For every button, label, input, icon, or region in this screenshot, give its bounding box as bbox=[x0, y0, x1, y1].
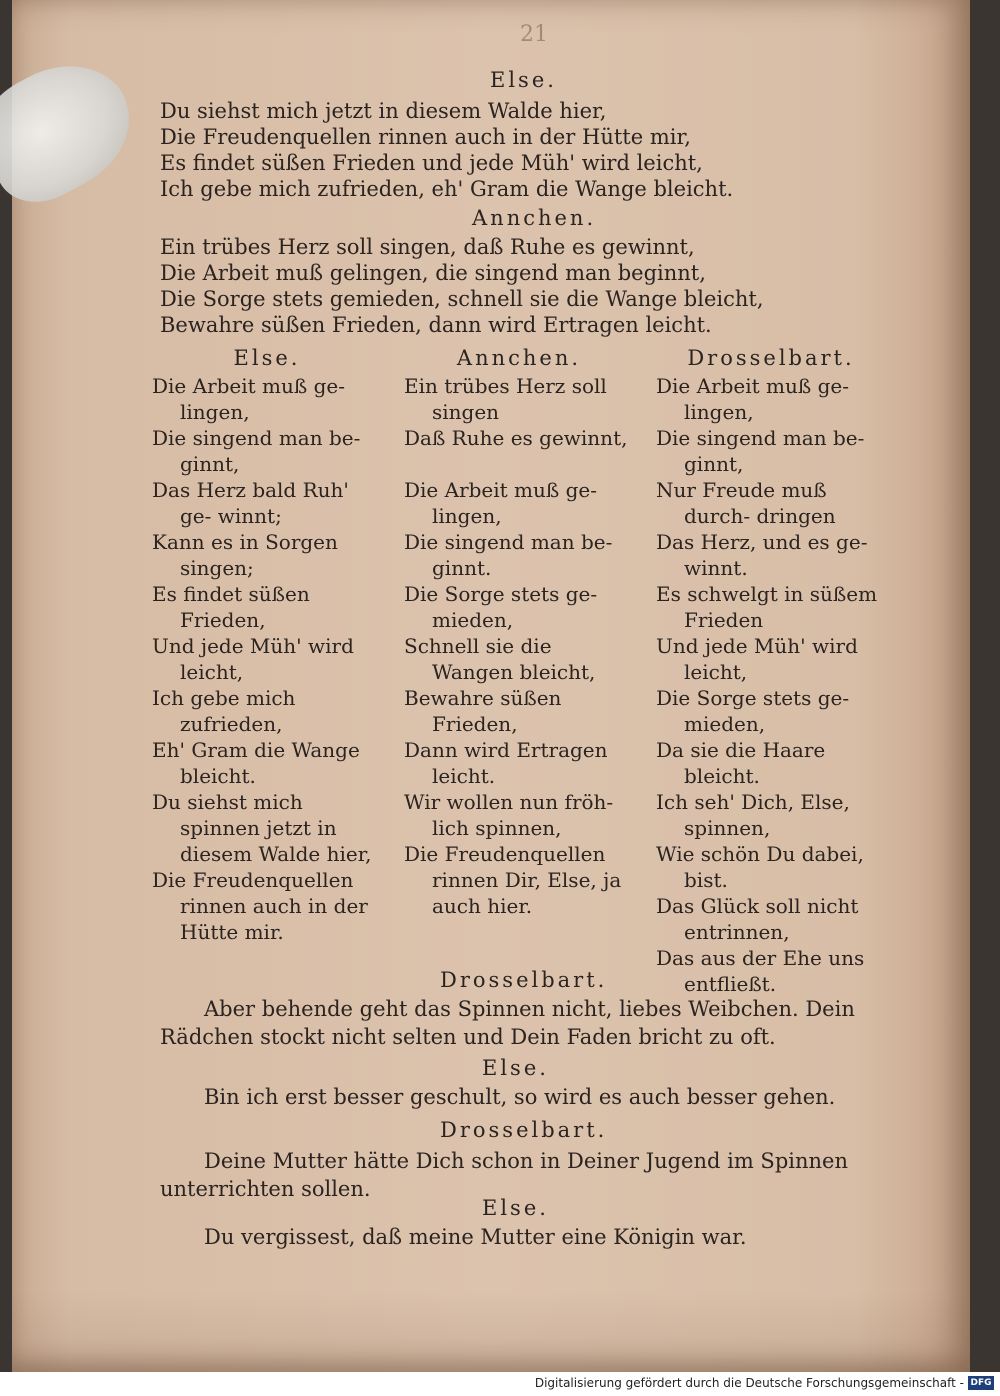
dfg-logo: DFG bbox=[968, 1376, 994, 1390]
verse-item: Ich gebe mich zufrieden, bbox=[152, 686, 296, 736]
verse-item: Die singend man be- ginnt, bbox=[152, 426, 361, 476]
footer-bar bbox=[0, 1372, 1000, 1396]
funding-notice: Digitalisierung gefördert durch die Deutsche Forschungsgemeinschaft - bbox=[534, 1376, 964, 1390]
verse-item: Die Sorge stets ge- mieden, bbox=[656, 686, 850, 736]
dialogue-line: Du vergissest, daß meine Mutter eine Königin war. bbox=[204, 1225, 747, 1249]
verse-item: Die Arbeit muß ge- lingen, bbox=[404, 478, 598, 528]
verse-line: Die Sorge stets gemieden, schnell sie die Wange bleicht, bbox=[160, 287, 764, 311]
page-number: 21 bbox=[520, 22, 548, 47]
dialogue-line: unterrichten sollen. bbox=[160, 1177, 371, 1201]
verse-item: Das aus der Ehe uns entfließt. bbox=[656, 946, 865, 996]
book-page bbox=[12, 0, 970, 1372]
verse-item: Die singend man be- ginnt, bbox=[656, 426, 865, 476]
verse-item: Die singend man be- ginnt. bbox=[404, 530, 613, 580]
verse-item: Wir wollen nun fröh- lich spinnen, bbox=[404, 790, 614, 840]
verse-line: Die Freudenquellen rinnen auch in der Hütte mir, bbox=[160, 125, 691, 149]
verse-item: Ein trübes Herz soll singen bbox=[404, 374, 607, 424]
dialogue-line: Deine Mutter hätte Dich schon in Deiner Jugend im Spinnen bbox=[204, 1149, 848, 1173]
verse-item: Da sie die Haare bleicht. bbox=[656, 738, 826, 788]
speaker-heading: Annchen. bbox=[456, 346, 582, 370]
verse-item: Das Herz bald Ruh' ge- winnt; bbox=[152, 478, 349, 528]
speaker-heading: Else. bbox=[482, 1196, 549, 1220]
verse-item: Bewahre süßen Frieden, bbox=[404, 686, 562, 736]
verse-item: Nur Freude muß durch- dringen bbox=[656, 478, 836, 528]
verse-item: Ich seh' Dich, Else, spinnen, bbox=[656, 790, 850, 840]
dialogue-line: Rädchen stockt nicht selten und Dein Faden bricht zu oft. bbox=[160, 1025, 776, 1049]
verse-item: Kann es in Sorgen singen; bbox=[152, 530, 338, 580]
verse-item: Die Arbeit muß ge- lingen, bbox=[656, 374, 850, 424]
verse-item: Das Glück soll nicht entrinnen, bbox=[656, 894, 859, 944]
column-drosselbart bbox=[656, 345, 886, 997]
dialogue-line: Aber behende geht das Spinnen nicht, liebes Weibchen. Dein bbox=[204, 997, 855, 1021]
verse-item: Schnell sie die Wangen bleicht, bbox=[404, 634, 596, 684]
speaker-heading: Drosselbart. bbox=[440, 968, 608, 992]
verse-line: Du siehst mich jetzt in diesem Walde hier, bbox=[160, 99, 607, 123]
verse-item: Und jede Müh' wird leicht, bbox=[152, 634, 354, 684]
speaker-heading: Drosselbart. bbox=[687, 346, 855, 370]
verse-item: Daß Ruhe es gewinnt, bbox=[404, 426, 628, 450]
column-annchen bbox=[404, 345, 634, 919]
verse-line: Die Arbeit muß gelingen, die singend man beginnt, bbox=[160, 261, 706, 285]
verse-item: Wie schön Du dabei, bist. bbox=[656, 842, 864, 892]
speaker-heading: Annchen. bbox=[472, 206, 597, 230]
verse-item: Und jede Müh' wird leicht, bbox=[656, 634, 858, 684]
verse-line: Es findet süßen Frieden und jede Müh' wird leicht, bbox=[160, 151, 703, 175]
speaker-heading: Drosselbart. bbox=[440, 1118, 608, 1142]
verse-item: Es findet süßen Frieden, bbox=[152, 582, 310, 632]
verse-item: Es schwelgt in süßem Frieden bbox=[656, 582, 878, 632]
speaker-heading: Else. bbox=[233, 346, 301, 370]
verse-line: Bewahre süßen Frieden, dann wird Ertragen leicht. bbox=[160, 313, 712, 337]
verse-item: Die Freudenquellen rinnen auch in der Hütte mir. bbox=[152, 868, 368, 944]
verse-item: Die Sorge stets ge- mieden, bbox=[404, 582, 598, 632]
verse-item: Die Arbeit muß ge- lingen, bbox=[152, 374, 346, 424]
column-else bbox=[152, 345, 382, 945]
speaker-heading: Else. bbox=[490, 68, 557, 92]
verse-item: Die Freudenquellen rinnen Dir, Else, ja auch hier. bbox=[404, 842, 622, 918]
verse-item: Das Herz, und es ge- winnt. bbox=[656, 530, 868, 580]
dialogue-line: Bin ich erst besser geschult, so wird es auch besser gehen. bbox=[204, 1085, 836, 1109]
verse-item: Du siehst mich spinnen jetzt in diesem Walde hier, bbox=[152, 790, 372, 866]
verse-item: Dann wird Ertragen leicht. bbox=[404, 738, 608, 788]
speaker-heading: Else. bbox=[482, 1056, 549, 1080]
bookmark-strip bbox=[0, 42, 151, 218]
verse-item: Eh' Gram die Wange bleicht. bbox=[152, 738, 360, 788]
verse-line: Ich gebe mich zufrieden, eh' Gram die Wange bleicht. bbox=[160, 177, 734, 201]
verse-line: Ein trübes Herz soll singen, daß Ruhe es gewinnt, bbox=[160, 235, 695, 259]
